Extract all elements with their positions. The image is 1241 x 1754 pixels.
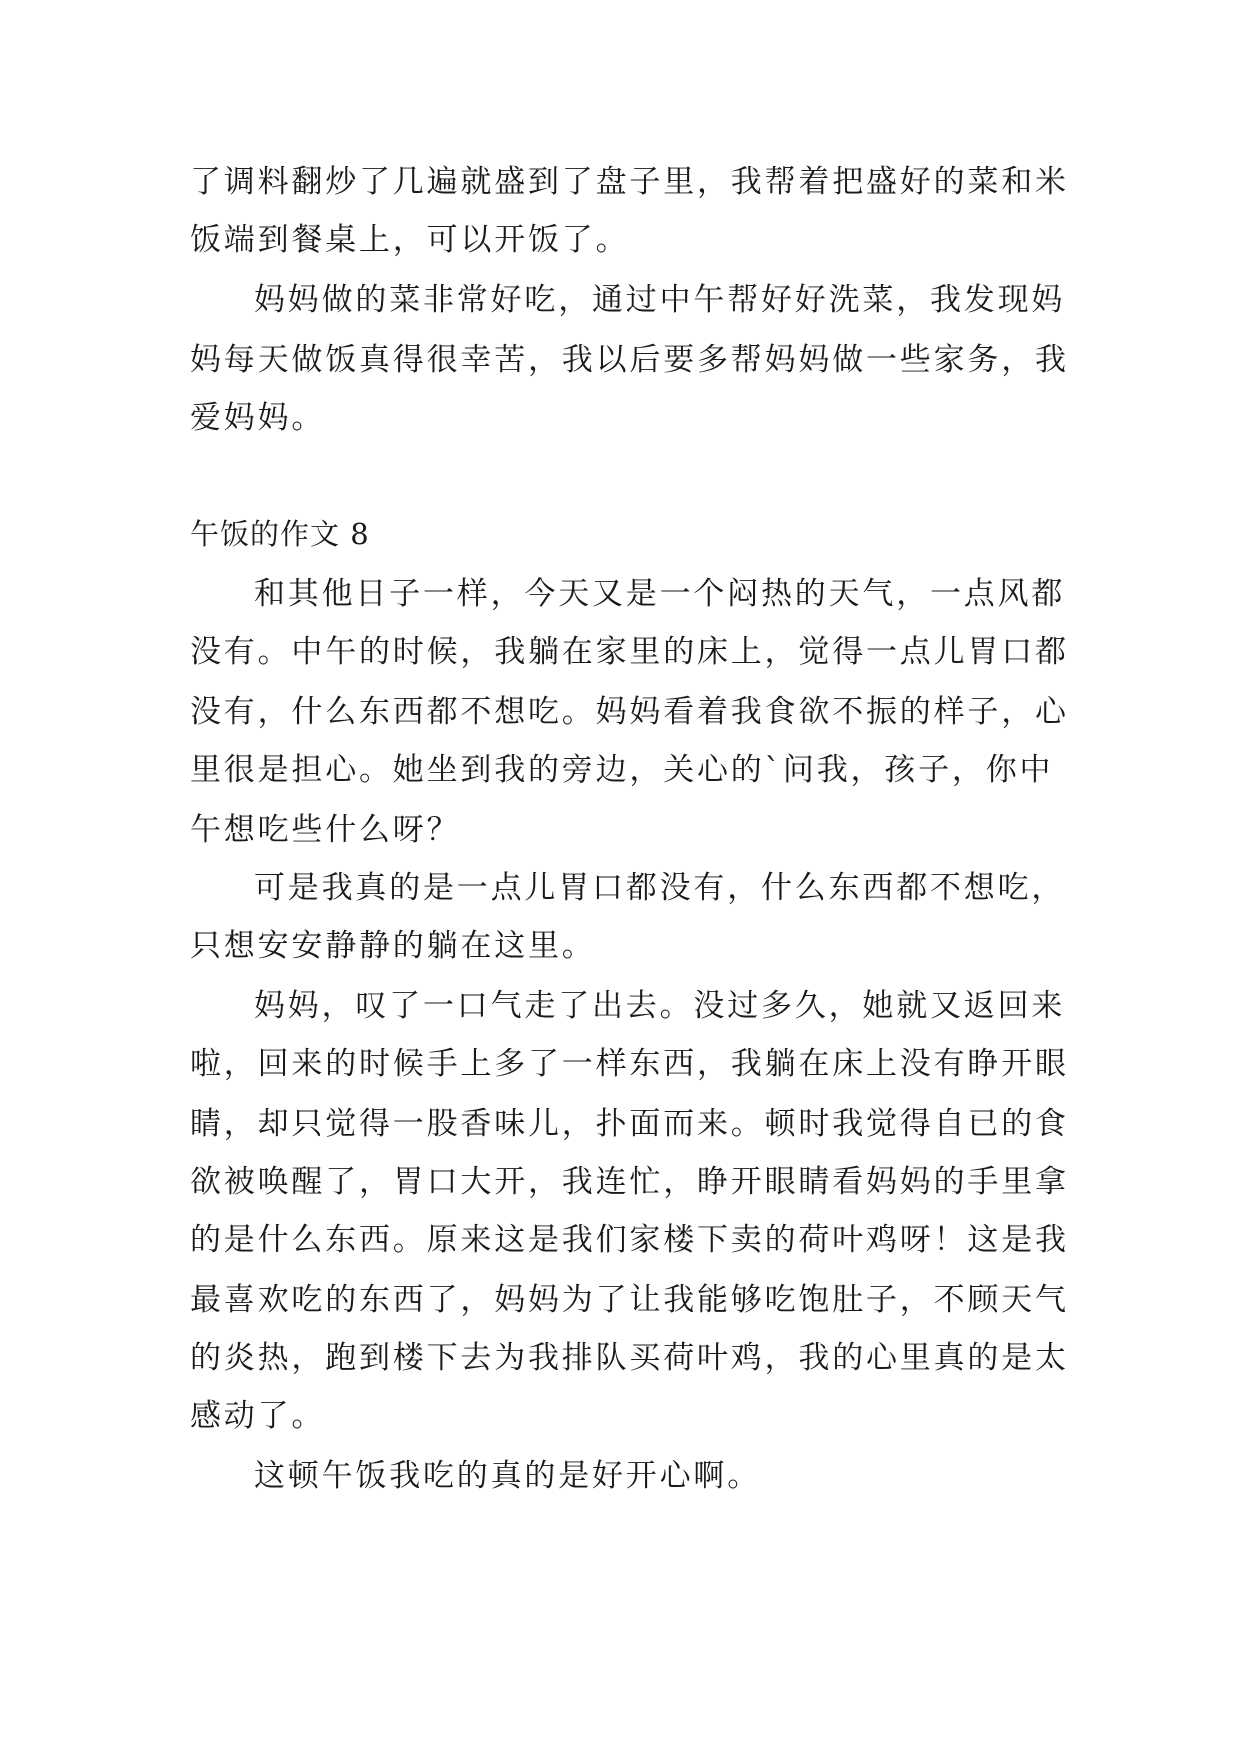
paragraph-line: 妈妈做的菜非常好吃，通过中午帮好好洗菜，我发现妈 bbox=[254, 282, 1066, 318]
paragraph-line: 最喜欢吃的东西了，妈妈为了让我能够吃饱肚子，不顾天气 bbox=[190, 1282, 1069, 1318]
paragraph-line: 和其他日子一样，今天又是一个闷热的天气，一点风都 bbox=[254, 576, 1066, 612]
paragraph-line: 没有。中午的时候，我躺在家里的床上，觉得一点儿胃口都 bbox=[190, 634, 1069, 670]
paragraph-line: 睛，却只觉得一股香味儿，扑面而来。顿时我觉得自已的食 bbox=[190, 1106, 1069, 1142]
section-heading: 午饭的作文 8 bbox=[190, 517, 370, 551]
paragraph-line: 感动了。 bbox=[190, 1398, 326, 1434]
paragraph-line: 的是什么东西。原来这是我们家楼下卖的荷叶鸡呀！这是我 bbox=[190, 1222, 1069, 1258]
paragraph-line: 爱妈妈。 bbox=[190, 400, 326, 436]
paragraph-line: 饭端到餐桌上，可以开饭了。 bbox=[190, 222, 630, 258]
paragraph-line: 只想安安静静的躺在这里。 bbox=[190, 928, 596, 964]
paragraph-line: 没有，什么东西都不想吃。妈妈看着我食欲不振的样子，心 bbox=[190, 694, 1069, 730]
paragraph-line: 啦，回来的时候手上多了一样东西，我躺在床上没有睁开眼 bbox=[190, 1046, 1069, 1082]
paragraph-line: 里很是担心。她坐到我的旁边，关心的`问我，孩子，你中 bbox=[190, 752, 1054, 788]
paragraph-line: 可是我真的是一点儿胃口都没有，什么东西都不想吃， bbox=[254, 870, 1066, 906]
paragraph-line: 午想吃些什么呀？ bbox=[190, 812, 461, 848]
paragraph-line: 的炎热，跑到楼下去为我排队买荷叶鸡，我的心里真的是太 bbox=[190, 1340, 1069, 1376]
paragraph-line: 这顿午饭我吃的真的是好开心啊。 bbox=[254, 1458, 761, 1494]
paragraph-line: 妈妈，叹了一口气走了出去。没过多久，她就又返回来 bbox=[254, 988, 1066, 1024]
paragraph-line: 欲被唤醒了，胃口大开，我连忙，睁开眼睛看妈妈的手里拿 bbox=[190, 1164, 1069, 1200]
paragraph-line: 了调料翻炒了几遍就盛到了盘子里，我帮着把盛好的菜和米 bbox=[190, 164, 1069, 200]
paragraph-line: 妈每天做饭真得很幸苦，我以后要多帮妈妈做一些家务，我 bbox=[190, 342, 1069, 378]
